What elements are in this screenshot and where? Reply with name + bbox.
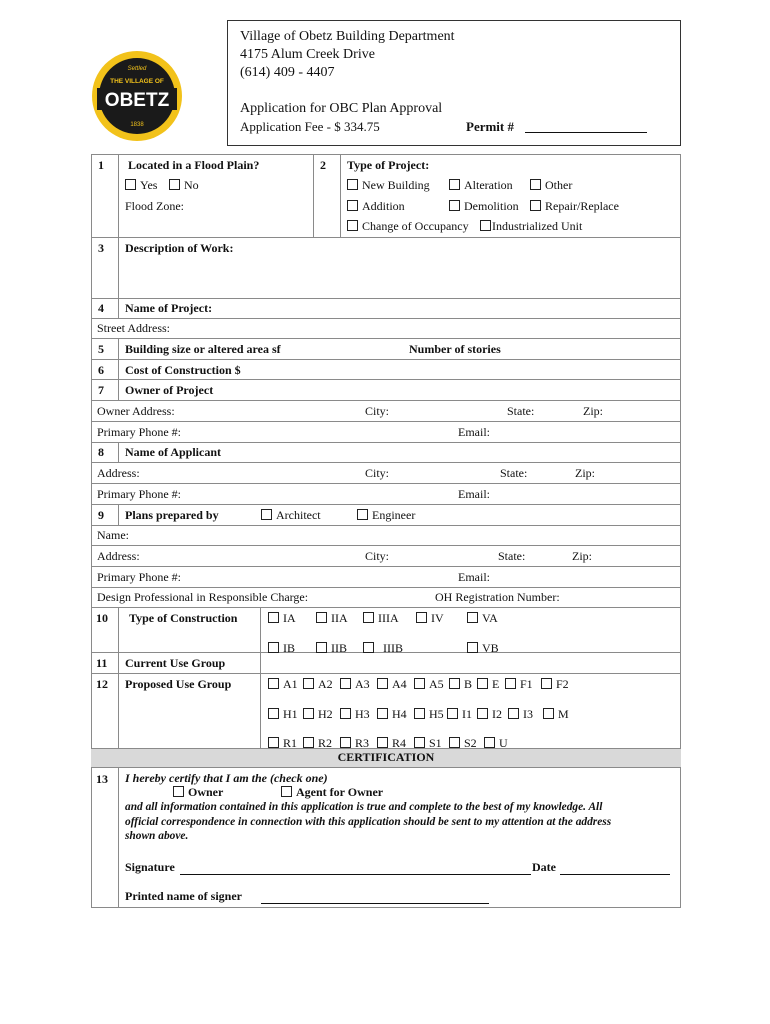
- preparer-name-label: Name:: [97, 528, 129, 542]
- construction-type-label: Type of Construction: [129, 611, 238, 625]
- checkbox-icon[interactable]: [449, 737, 460, 748]
- use-group-option[interactable]: A1: [268, 677, 298, 692]
- col-divider: [118, 607, 119, 748]
- checkbox-icon[interactable]: [303, 708, 314, 719]
- owner-phone-label: Primary Phone #:: [97, 425, 181, 439]
- design-professional-label: Design Professional in Responsible Charge:: [97, 590, 309, 604]
- use-group-option[interactable]: R4: [377, 736, 406, 751]
- checkbox-icon[interactable]: [508, 708, 519, 719]
- checkbox-icon[interactable]: [268, 642, 279, 653]
- use-group-option[interactable]: A2: [303, 677, 333, 692]
- s13-number: 13: [96, 772, 108, 786]
- preparer-phone-label: Primary Phone #:: [97, 570, 181, 584]
- row-divider: [91, 545, 681, 546]
- checkbox-icon[interactable]: [173, 786, 184, 797]
- proposed-use-label: Proposed Use Group: [125, 677, 232, 691]
- applicant-state-label: State:: [500, 466, 528, 480]
- other-option[interactable]: Other: [530, 178, 572, 193]
- s10-number: 10: [96, 611, 108, 625]
- checkbox-icon[interactable]: [449, 200, 460, 211]
- checkbox-icon[interactable]: [377, 737, 388, 748]
- owner-state-label: State:: [507, 404, 535, 418]
- dept-address: 4175 Alum Creek Drive: [240, 47, 375, 62]
- applicant-phone-label: Primary Phone #:: [97, 487, 181, 501]
- checkbox-icon[interactable]: [530, 200, 541, 211]
- checkbox-icon[interactable]: [268, 737, 279, 748]
- checkbox-icon[interactable]: [281, 786, 292, 797]
- logo-name: OBETZ: [104, 90, 170, 111]
- checkbox-icon[interactable]: [377, 678, 388, 689]
- use-group-option[interactable]: A3: [340, 677, 370, 692]
- checkbox-icon[interactable]: [169, 179, 180, 190]
- description-label: Description of Work:: [125, 241, 234, 255]
- checkbox-icon[interactable]: [541, 678, 552, 689]
- use-group-option[interactable]: M: [543, 707, 569, 722]
- logo-top-text: THE VILLAGE OF: [110, 78, 164, 85]
- owner-option[interactable]: Owner: [173, 785, 223, 800]
- construction-option[interactable]: VA: [467, 611, 498, 626]
- date-field[interactable]: [560, 861, 670, 875]
- checkbox-icon[interactable]: [467, 642, 478, 653]
- project-name-label: Name of Project:: [125, 301, 213, 315]
- use-group-option[interactable]: A5: [414, 677, 444, 692]
- dept-phone: (614) 409 - 4407: [240, 65, 335, 80]
- printed-name-label: Printed name of signer: [125, 889, 242, 903]
- industrialized-unit-option[interactable]: Industrialized Unit: [480, 219, 582, 234]
- plans-by-label: Plans prepared by: [125, 508, 219, 522]
- row-divider: [91, 462, 681, 463]
- building-size-label: Building size or altered area sf: [125, 342, 281, 356]
- certify-line-2: and all information contained in this application is true and complete to the best of my knowledge. All: [125, 801, 603, 813]
- row-divider: [91, 587, 681, 588]
- owner-email-label: Email:: [458, 425, 490, 439]
- checkbox-icon[interactable]: [303, 678, 314, 689]
- construction-option[interactable]: IB: [268, 641, 295, 656]
- checkbox-icon[interactable]: [377, 708, 388, 719]
- use-group-option[interactable]: R3: [340, 736, 369, 751]
- s11-number: 11: [96, 656, 108, 670]
- applicant-address-label: Address:: [97, 466, 140, 480]
- row-divider: [91, 673, 681, 674]
- checkbox-icon[interactable]: [414, 678, 425, 689]
- certify-line-4: shown above.: [125, 830, 189, 842]
- checkbox-icon[interactable]: [357, 509, 368, 520]
- use-group-option[interactable]: H3: [340, 707, 370, 722]
- form-left-border: [91, 154, 92, 908]
- row-divider: [91, 379, 681, 380]
- checkbox-icon[interactable]: [340, 708, 351, 719]
- row-divider: [91, 525, 681, 526]
- printed-name-field[interactable]: [261, 890, 489, 904]
- logo-year: 1838: [130, 122, 144, 128]
- s1-number: 1: [98, 158, 104, 172]
- col-divider: [260, 607, 261, 748]
- s12-number: 12: [96, 677, 108, 691]
- use-group-option[interactable]: I1: [447, 707, 472, 722]
- construction-option[interactable]: IV: [416, 611, 444, 626]
- row-divider: [91, 400, 681, 401]
- row-divider: [91, 359, 681, 360]
- stories-label: Number of stories: [409, 342, 501, 356]
- cost-label: Cost of Construction $: [125, 363, 241, 377]
- checkbox-icon[interactable]: [125, 179, 136, 190]
- owner-city-label: City:: [365, 404, 390, 418]
- checkbox-icon[interactable]: [340, 678, 351, 689]
- use-group-option[interactable]: I3: [508, 707, 533, 722]
- owner-zip-label: Zip:: [583, 404, 603, 418]
- use-group-option[interactable]: S2: [449, 736, 477, 751]
- checkbox-icon[interactable]: [505, 678, 516, 689]
- use-group-option[interactable]: H5: [414, 707, 444, 722]
- signature-field[interactable]: [180, 861, 531, 875]
- checkbox-icon[interactable]: [340, 737, 351, 748]
- preparer-zip-label: Zip:: [572, 549, 592, 563]
- checkbox-icon[interactable]: [268, 612, 279, 623]
- s6-number: 6: [98, 363, 104, 377]
- construction-option[interactable]: VB: [467, 641, 499, 656]
- row-divider: [91, 504, 681, 505]
- checkbox-icon[interactable]: [261, 509, 272, 520]
- checkbox-icon[interactable]: [416, 612, 427, 623]
- owner-address-label: Owner Address:: [97, 404, 175, 418]
- checkbox-icon[interactable]: [268, 678, 279, 689]
- form-right-border: [680, 154, 681, 908]
- form-title: Application for OBC Plan Approval: [240, 101, 443, 116]
- permit-number-field[interactable]: [525, 120, 647, 133]
- construction-option[interactable]: IIIA: [363, 611, 399, 626]
- preparer-state-label: State:: [498, 549, 526, 563]
- checkbox-icon[interactable]: [363, 642, 374, 653]
- use-group-option[interactable]: U: [484, 736, 508, 751]
- use-group-option[interactable]: H2: [303, 707, 333, 722]
- addition-option[interactable]: Addition: [347, 199, 405, 214]
- demolition-option[interactable]: Demolition: [449, 199, 519, 214]
- checkbox-icon[interactable]: [414, 708, 425, 719]
- use-group-option[interactable]: H1: [268, 707, 298, 722]
- preparer-address-label: Address:: [97, 549, 140, 563]
- checkbox-icon[interactable]: [347, 179, 358, 190]
- checkbox-icon[interactable]: [414, 737, 425, 748]
- checkbox-icon[interactable]: [480, 220, 491, 231]
- s2-number: 2: [320, 158, 326, 172]
- row-divider: [91, 483, 681, 484]
- use-group-option[interactable]: H4: [377, 707, 407, 722]
- engineer-option[interactable]: Engineer: [357, 508, 415, 523]
- row-divider: [91, 237, 681, 238]
- col-divider: [118, 338, 119, 400]
- row-divider: [91, 298, 681, 299]
- col-divider: [313, 154, 314, 238]
- s5-number: 5: [98, 342, 104, 356]
- flood-yes-option[interactable]: Yes: [125, 178, 157, 193]
- certify-line-3: official correspondence in connection with this application should be sent to my attention at the address: [125, 816, 612, 828]
- s8-number: 8: [98, 445, 104, 459]
- s7-number: 7: [98, 383, 104, 397]
- flood-plain-label: Located in a Flood Plain?: [128, 158, 260, 172]
- use-group-option[interactable]: F2: [541, 677, 569, 692]
- checkbox-icon[interactable]: [303, 737, 314, 748]
- row-divider: [91, 566, 681, 567]
- s9-number: 9: [98, 508, 104, 522]
- checkbox-icon[interactable]: [447, 708, 458, 719]
- col-divider: [340, 154, 341, 238]
- use-group-option[interactable]: R2: [303, 736, 332, 751]
- s4-number: 4: [98, 301, 104, 315]
- dept-name: Village of Obetz Building Department: [240, 29, 455, 44]
- use-group-option[interactable]: I2: [477, 707, 502, 722]
- certification-title: CERTIFICATION: [337, 750, 435, 764]
- checkbox-icon[interactable]: [268, 708, 279, 719]
- use-group-option[interactable]: B: [449, 677, 472, 692]
- checkbox-icon[interactable]: [484, 737, 495, 748]
- applicant-label: Name of Applicant: [125, 445, 221, 459]
- checkbox-icon[interactable]: [530, 179, 541, 190]
- row-divider: [91, 442, 681, 443]
- row-divider: [91, 318, 681, 319]
- construction-option[interactable]: IIIB: [363, 641, 403, 656]
- oh-registration-label: OH Registration Number:: [435, 590, 560, 604]
- street-address-label: Street Address:: [97, 321, 170, 335]
- alteration-option[interactable]: Alteration: [449, 178, 513, 193]
- applicant-city-label: City:: [365, 466, 390, 480]
- use-group-option[interactable]: F1: [505, 677, 533, 692]
- permit-label: Permit #: [466, 119, 515, 134]
- form-top-border: [91, 154, 681, 155]
- checkbox-icon[interactable]: [477, 678, 488, 689]
- checkbox-icon[interactable]: [363, 612, 374, 623]
- checkbox-icon[interactable]: [347, 220, 358, 231]
- use-group-option[interactable]: E: [477, 677, 499, 692]
- checkbox-icon[interactable]: [316, 612, 327, 623]
- col-divider: [118, 298, 119, 318]
- checkbox-icon[interactable]: [449, 179, 460, 190]
- agent-option[interactable]: Agent for Owner: [281, 785, 383, 800]
- village-seal-logo: [91, 50, 183, 142]
- project-type-label: Type of Project:: [347, 158, 430, 172]
- col-divider: [118, 154, 119, 238]
- flood-no-option[interactable]: No: [169, 178, 199, 193]
- repair-replace-option[interactable]: Repair/Replace: [530, 199, 619, 214]
- checkbox-icon[interactable]: [316, 642, 327, 653]
- col-divider: [118, 504, 119, 525]
- preparer-email-label: Email:: [458, 570, 490, 584]
- applicant-zip-label: Zip:: [575, 466, 595, 480]
- checkbox-icon[interactable]: [477, 708, 488, 719]
- change-occupancy-option[interactable]: Change of Occupancy: [347, 219, 469, 234]
- construction-option[interactable]: IIA: [316, 611, 348, 626]
- row-divider: [91, 421, 681, 422]
- construction-option[interactable]: IA: [268, 611, 296, 626]
- certify-statement: I hereby certify that I am the (check one): [125, 771, 328, 785]
- flood-zone-label: Flood Zone:: [125, 199, 184, 213]
- signature-label: Signature: [125, 860, 175, 874]
- use-group-option[interactable]: A4: [377, 677, 407, 692]
- preparer-city-label: City:: [365, 549, 390, 563]
- date-label: Date: [532, 860, 556, 874]
- checkbox-icon[interactable]: [467, 612, 478, 623]
- checkbox-icon[interactable]: [449, 678, 460, 689]
- owner-label: Owner of Project: [125, 383, 214, 397]
- construction-option[interactable]: IIB: [316, 641, 347, 656]
- architect-option[interactable]: Architect: [261, 508, 321, 523]
- new-building-option[interactable]: New Building: [347, 178, 430, 193]
- row-divider: [91, 607, 681, 608]
- col-divider: [118, 768, 119, 908]
- form-bottom-border: [91, 907, 681, 908]
- current-use-label: Current Use Group: [125, 656, 226, 670]
- s3-number: 3: [98, 241, 104, 255]
- checkbox-icon[interactable]: [347, 200, 358, 211]
- checkbox-icon[interactable]: [543, 708, 554, 719]
- use-group-option[interactable]: S1: [414, 736, 442, 751]
- col-divider: [118, 237, 119, 299]
- use-group-option[interactable]: R1: [268, 736, 297, 751]
- col-divider: [118, 442, 119, 462]
- logo-settled: Settled: [127, 66, 147, 72]
- applicant-email-label: Email:: [458, 487, 490, 501]
- application-fee: Application Fee - $ 334.75: [240, 119, 380, 134]
- row-divider: [91, 338, 681, 339]
